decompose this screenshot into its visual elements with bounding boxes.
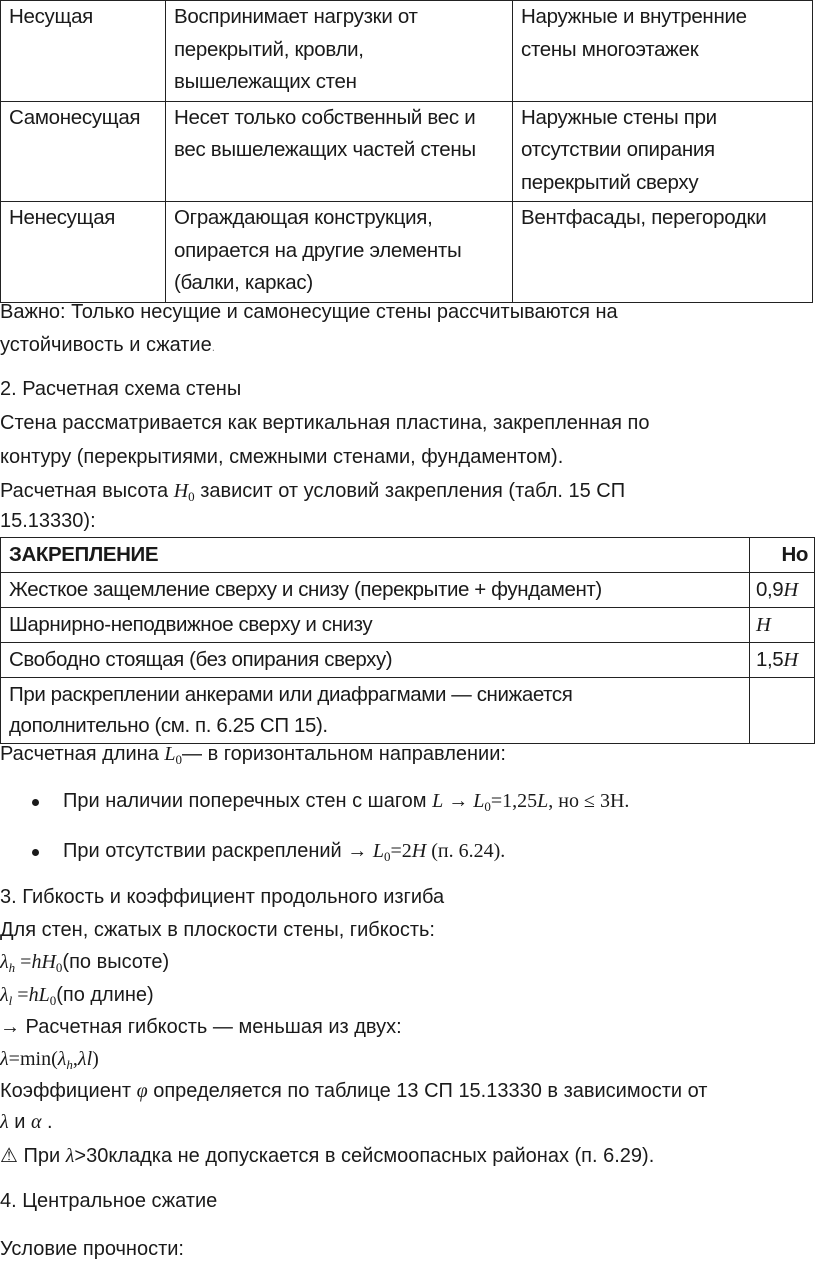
- text-run: =min(: [8, 1048, 58, 1070]
- subscript: l: [8, 993, 13, 1008]
- value-cell: [750, 608, 815, 643]
- note-cell: [1, 678, 750, 744]
- condition-cell: Жесткое защемление сверху и снизу (перекрытие + фундамент): [1, 573, 750, 608]
- text-run: =1,25: [490, 790, 538, 812]
- table-row: [1, 608, 815, 643]
- note-line: [0, 329, 215, 364]
- value-cell: [750, 573, 815, 608]
- warning-line: [0, 1140, 654, 1173]
- symbol-l: L: [537, 790, 549, 812]
- symbol-l: L: [164, 743, 176, 765]
- subscript: h: [8, 960, 16, 975]
- table-row: [1, 101, 813, 202]
- subscript: 0: [383, 849, 391, 864]
- subscript: 0: [175, 752, 183, 767]
- symbol-l: L: [473, 790, 485, 812]
- list-item: [63, 785, 629, 823]
- text-run: (п. 6.24).: [426, 840, 506, 862]
- paragraph-line: Стена рассматривается как вертикальная пластина, закрепленная по: [0, 412, 650, 434]
- design-height-table: [0, 537, 815, 744]
- section-heading: 3. Гибкость и коэффициент продольного изгиба: [0, 886, 445, 908]
- header-condition: ЗАКРЕПЛЕНИЕ: [1, 538, 750, 573]
- bullet-icon: [32, 799, 39, 806]
- condition-cell: Свободно стоящая (без опирания сверху): [1, 643, 750, 678]
- text-run: При: [17, 1145, 66, 1167]
- text-run: ,: [72, 1048, 78, 1070]
- text-run: (по длине): [56, 984, 154, 1006]
- warning-icon: ⚠: [0, 1145, 18, 1167]
- wall-types-table: [0, 0, 813, 303]
- wall-description-cell: Ограждающая конструкция, опирается на другие элементы (балки, каркас): [166, 202, 513, 303]
- note-line: дополнительно (см. п. 6.25 СП 15).: [9, 714, 328, 737]
- text-run: зависит от условий закрепления (табл. 15 СП: [194, 480, 626, 502]
- subscript: 0: [49, 993, 57, 1008]
- symbol-h: H: [783, 649, 798, 671]
- paragraph-line: [0, 738, 506, 776]
- value-number: 0,9: [756, 578, 784, 601]
- table-row: [1, 573, 815, 608]
- table-row: [1, 643, 815, 678]
- paragraph-line: контуру (перекрытиями, смежными стенами, фундаментом).: [0, 446, 564, 468]
- symbol-h: H: [783, 579, 798, 601]
- text-run: =: [15, 951, 32, 973]
- text-run: .: [41, 1111, 53, 1133]
- bullet-icon: [32, 849, 39, 856]
- section-heading: 4. Центральное сжатие: [0, 1190, 218, 1212]
- symbol-l: L: [432, 790, 444, 812]
- symbol-lambda: λ: [57, 1048, 67, 1070]
- paragraph-line: Для стен, сжатых в плоскости стены, гибкость:: [0, 919, 435, 941]
- text-run: При отсутствии раскреплений →: [63, 840, 373, 862]
- symbol-h: H: [756, 614, 771, 636]
- text-run: определяется по таблице 13 СП 15.13330 в зависимости от: [147, 1080, 708, 1102]
- symbol-run: hH: [31, 951, 56, 973]
- table-row: [1, 678, 815, 744]
- header-value: Ho: [750, 538, 815, 573]
- wall-type-cell: Несущая: [1, 1, 166, 102]
- symbol-alpha: α: [30, 1111, 42, 1133]
- text-run: Расчетная длина: [0, 743, 165, 765]
- table-header-row: [1, 538, 815, 573]
- subscript: h: [66, 1057, 73, 1072]
- symbol-h: H: [411, 840, 427, 862]
- wall-type-cell: Самонесущая: [1, 101, 166, 202]
- condition-cell: Шарнирно-неподвижное сверху и снизу: [1, 608, 750, 643]
- symbol-lambda: λ: [0, 1048, 9, 1070]
- symbol-lambda: λ: [0, 984, 9, 1006]
- subscript: 0: [188, 489, 195, 504]
- paragraph-line: Условие прочности:: [0, 1238, 184, 1260]
- note-dot: .: [211, 340, 216, 354]
- paragraph-line: [0, 1106, 53, 1139]
- paragraph-line: 15.13330):: [0, 510, 96, 532]
- wall-examples-cell: Вентфасады, перегородки: [513, 202, 813, 303]
- section-heading: 2. Расчетная схема стены: [0, 378, 242, 400]
- wall-description-cell: Несет только собственный вес и вес вышележащих частей стены: [166, 101, 513, 202]
- symbol-h: H: [173, 480, 189, 502]
- wall-examples-cell: Наружные стены при отсутствии опирания перекрытий сверху: [513, 101, 813, 202]
- text-run: Расчетная высота: [0, 480, 174, 502]
- list-item: [63, 835, 505, 873]
- note-line: Важно: Только несущие и самонесущие стены рассчитываются на: [0, 301, 618, 323]
- subscript: 0: [55, 960, 63, 975]
- text-run: =: [12, 984, 29, 1006]
- text-run: — в горизонтальном направлении:: [182, 743, 506, 765]
- value-number: 1,5: [756, 648, 784, 671]
- wall-description-cell: Воспринимает нагрузки от перекрытий, кровли, вышележащих стен: [166, 1, 513, 102]
- text-run: При наличии поперечных стен с шагом: [63, 790, 433, 812]
- text-run: , но ≤ 3Н.: [548, 790, 630, 812]
- paragraph-line: → Расчетная гибкость — меньшая из двух:: [0, 1016, 402, 1038]
- subscript: 0: [484, 799, 491, 814]
- symbol-l: L: [372, 840, 384, 862]
- symbol-lambda: λ: [65, 1145, 75, 1167]
- value-cell: [750, 643, 815, 678]
- text-run: =2: [390, 840, 412, 862]
- empty-cell: [750, 678, 815, 744]
- note-text: устойчивость и сжатие: [0, 334, 212, 356]
- wall-examples-cell: Наружные и внутренние стены многоэтажек: [513, 1, 813, 102]
- symbol-lambda: λl: [77, 1048, 93, 1070]
- table-row: [1, 1, 813, 102]
- text-run: ): [92, 1048, 99, 1070]
- text-run: Коэффициент: [0, 1080, 137, 1102]
- text-run: и: [8, 1111, 31, 1133]
- arrow: →: [443, 790, 474, 812]
- note-line: При раскреплении анкерами или диафрагмами — снижается: [9, 683, 573, 706]
- wall-type-cell: Ненесущая: [1, 202, 166, 303]
- symbol-lambda: λ: [0, 1111, 9, 1133]
- text-run: (по высоте): [62, 951, 170, 973]
- symbol-phi: φ: [136, 1080, 148, 1102]
- symbol-run: hL: [28, 984, 50, 1006]
- table-row: [1, 202, 813, 303]
- text-run: >30кладка не допускается в сейсмоопасных районах (п. 6.29).: [74, 1145, 655, 1167]
- paragraph-line: [0, 1075, 707, 1108]
- symbol-lambda: λ: [0, 951, 9, 973]
